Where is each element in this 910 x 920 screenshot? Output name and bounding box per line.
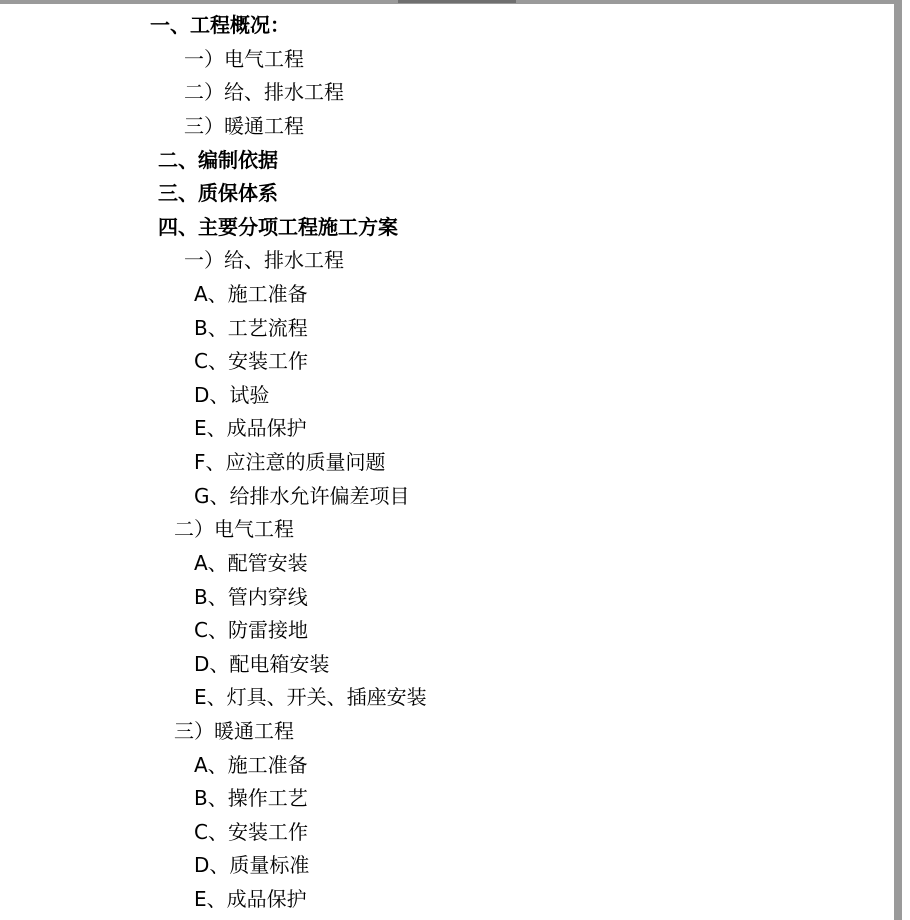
toc-item-4-2-b: B、管内穿线 — [194, 585, 308, 609]
toc-item-4-3-b: B、操作工艺 — [194, 786, 308, 810]
toc-subheading-4-3: 三）暖通工程 — [174, 719, 294, 743]
toc-item-4-1-b: B、工艺流程 — [194, 316, 308, 340]
toc-item-4-1-c: C、安装工作 — [194, 349, 308, 373]
toc-item-4-3-a: A、施工准备 — [194, 753, 308, 777]
toc-item-4-2-e: E、灯具、开关、插座安装 — [194, 685, 427, 709]
toc-heading-1: 一、工程概况： — [150, 13, 290, 37]
toc-heading-2: 二、编制依据 — [158, 148, 278, 172]
toc-subheading-4-2: 二）电气工程 — [174, 517, 294, 541]
toc-item-4-3-e: E、成品保护 — [194, 887, 307, 911]
toc-item-4-2-a: A、配管安装 — [194, 551, 308, 575]
toc-subheading-1-2: 二）给、排水工程 — [184, 80, 344, 104]
toc-item-4-1-d: D、试验 — [194, 383, 270, 407]
toc-item-4-1-a: A、施工准备 — [194, 282, 308, 306]
toc-subheading-1-1: 一）电气工程 — [184, 47, 304, 71]
toc-heading-3: 三、质保体系 — [158, 181, 278, 205]
toc-heading-4: 四、主要分项工程施工方案 — [158, 215, 398, 239]
toc-item-4-3-d: D、质量标准 — [194, 853, 310, 877]
toc-item-4-2-c: C、防雷接地 — [194, 618, 308, 642]
toc-item-4-1-f: F、应注意的质量问题 — [194, 450, 386, 474]
toc-subheading-4-1: 一）给、排水工程 — [184, 248, 344, 272]
toc-item-4-3-c: C、安装工作 — [194, 820, 308, 844]
toc-item-4-1-e: E、成品保护 — [194, 416, 307, 440]
toc-item-4-2-d: D、配电箱安装 — [194, 652, 330, 676]
toc-subheading-1-3: 三）暖通工程 — [184, 114, 304, 138]
toc-item-4-1-g: G、给排水允许偏差项目 — [194, 484, 410, 508]
